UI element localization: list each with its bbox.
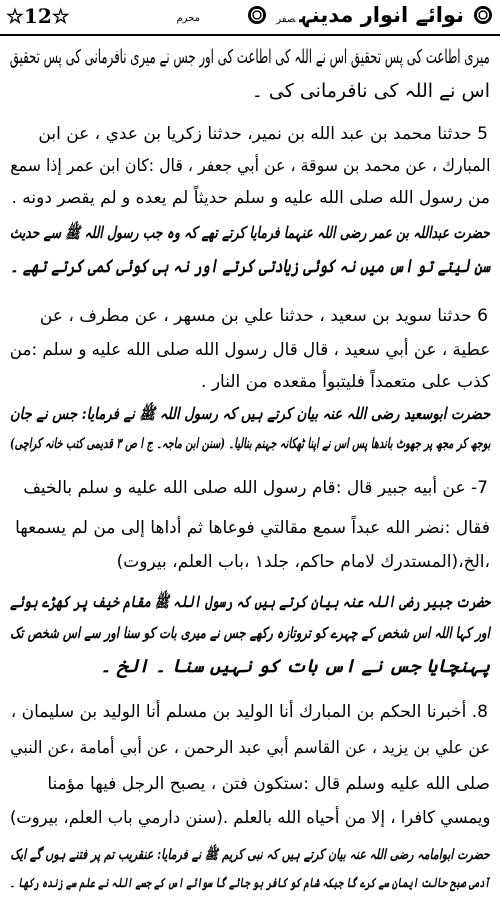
- rosette-ornament-icon: [248, 6, 266, 24]
- urdu-translation-line: پہنچایا جس نے اس بات کو نہیں سنا ۔ الخ ۔: [100, 656, 490, 677]
- page-number: ☆12☆: [6, 4, 70, 28]
- hadith-arabic-line: كذب على متعمداً فليتبوأ مقعده من النار .: [201, 372, 490, 392]
- urdu-translation-line: اور کہا اللہ اس شخص کے چہرے کو تروتازہ رکھے جس نے میری بات کو سنا اور سے اس شخص تک: [10, 624, 490, 642]
- magazine-title: [272, 3, 464, 27]
- hadith-arabic-line: المبارك ، عن محمد بن سوقة ، عن أبي جعفر ، قال :كان ابن عمر إذا سمع: [9, 156, 490, 176]
- urdu-translation-line: سن لیتے تو اس میں نہ کوئی زیادتی کرتے اور نہ ہی کوئی کمی کرتے تھے ۔: [10, 256, 490, 277]
- hadith-reference-line: ،الخ،(المستدرك لامام حاكم، جلد١ ،باب العلم، بيروت): [116, 552, 490, 572]
- hadith-arabic-line: فقال :نضر الله عبداً سمع مقالتي فوعاها ثم أداها إلى من لم يسمعها: [15, 518, 490, 538]
- urdu-translation-line: حضرت جبیر رضی اللہ عنہ بیان کرتے ہیں کہ رسول اللہ ﷺ مقام خیف پر کھڑے ہوئے: [9, 592, 490, 611]
- hadith-arabic-line: 6 حدثنا سويد بن سعيد ، حدثنا علي بن مسهر ، عن مطرف ، عن: [39, 306, 488, 326]
- hadith-arabic-line: 7- عن أبيه جبير قال :قام رسول الله صلى الله عليه و سلم بالخيف: [23, 478, 488, 498]
- urdu-text-line: میری اطاعت کی پس تحقیق اس نے اللہ کی اطاعت کی اور جس نے میری نافرمانی کی پس تحقیق: [9, 46, 490, 68]
- urdu-translation-line: بوجھ کر مجھ پر جھوٹ باندھا پس اس نے اپنا ٹھکانہ جہنم بنالیا۔ (سنن ابن ماجہ۔ ج ا ص ۳ قدیمی کتب خانہ کراچی): [9, 436, 491, 452]
- hadith-arabic-line: ويمسي كافرا ، إلا من أحياه الله بالعلم .(سنن دارمي باب العلم، بيروت): [9, 808, 490, 828]
- title-part-1: نوائے: [415, 3, 464, 27]
- page-header: [0, 0, 500, 36]
- urdu-text-line: اس نے اللہ کی نافرمانی کی ۔: [251, 80, 490, 102]
- urdu-translation-line: حضرت ابوامامہ رضی اللہ عنہ بیان کرتے ہیں کہ نبی کریم ﷺ نے فرمایا: عنقریب تم پر فتنے ہوں گے ایک: [10, 847, 490, 863]
- hadith-arabic-line: صلى الله عليه وسلم قال :ستكون فتن ، يصبح الرجل فيها مؤمنا: [47, 774, 490, 794]
- header-subtitle: صفر: [276, 14, 296, 25]
- title-part-2: انوار مدینہ: [299, 3, 409, 27]
- hadith-arabic-line: عن علي بن يزيد ، عن القاسم أبي عبد الرحمن ، عن أبي أمامة ،عن النبي: [10, 738, 490, 758]
- hadith-arabic-line: 5 حدثنا محمد بن عبد الله بن نمير، حدثنا زكريا بن عدي ، عن ابن: [38, 124, 488, 144]
- urdu-translation-line: حضرت ابوسعید رضی اللہ عنہ بیان کرتے ہیں کہ رسول اللہ ﷺ نے فرمایا: جس نے جان: [9, 404, 490, 423]
- urdu-translation-line: حضرت عبداللہ بن عمر رضی اللہ عنہما فرمایا کرتے تھے کہ وہ جب رسول اللہ ﷺ سے حدیث: [9, 223, 490, 242]
- hadith-arabic-line: عطية ، عن أبي سعيد ، قال قال رسول الله صلى الله عليه و سلم :من: [9, 340, 490, 360]
- rosette-ornament-icon: [474, 6, 492, 24]
- hadith-arabic-line: 8. أخبرنا الحكم بن المبارك أنا الوليد بن مسلم أنا الوليد بن سليمان ،: [10, 702, 488, 722]
- header-month-label: محرم: [176, 13, 200, 24]
- urdu-translation-line: آدمی صبح حالت ایمان سے کرے گا جبکہ شام کو کافر ہو جائے گا سوائے اس کے جسے اللہ نے علم سے زندہ رکھا ۔: [10, 876, 490, 891]
- hadith-arabic-line: من رسول الله صلى الله عليه و سلم حديثاً لم يعده و لم يقصر دونه .: [11, 188, 490, 208]
